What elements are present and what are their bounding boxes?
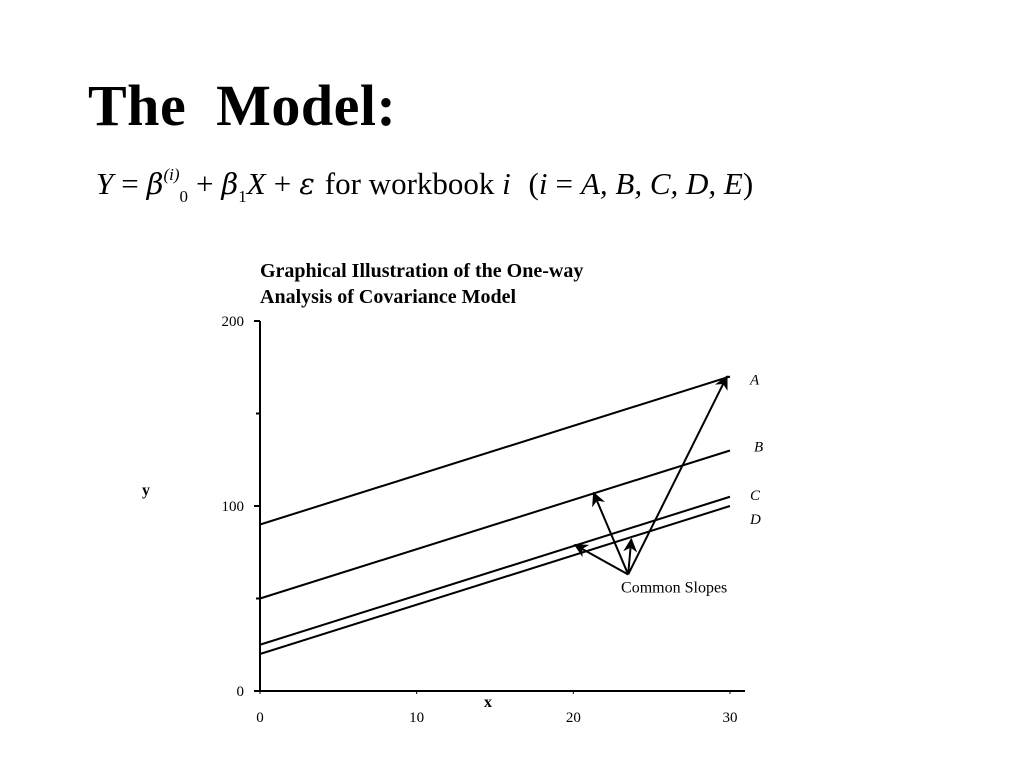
x-tick-label: 30: [722, 710, 738, 726]
chart-title-line-2: Analysis of Covariance Model: [260, 286, 517, 308]
formula-equals2: =: [555, 166, 573, 201]
annotation-label: Common Slopes: [621, 579, 728, 597]
x-tick-label: 20: [565, 710, 581, 726]
formula-plus1: +: [196, 166, 214, 201]
y-tick-label: 0: [236, 684, 244, 700]
chart-title-line-1: Graphical Illustration of the One-way: [260, 260, 584, 282]
formula-close-paren: ): [742, 166, 754, 201]
y-axis-label: y: [142, 482, 150, 499]
series-line-c: [260, 497, 730, 645]
y-tick-label: 100: [221, 499, 244, 515]
series-line-b: [260, 451, 730, 599]
x-axis-label: x: [484, 694, 492, 711]
formula-open-paren: (: [528, 166, 539, 201]
formula-text: for workbook: [324, 166, 495, 201]
annotation-arrow: [628, 377, 727, 575]
series-line-a: [260, 377, 730, 525]
formula-i2: i: [538, 166, 548, 201]
x-tick-label: 10: [409, 710, 425, 726]
slide-title: The Model:: [88, 73, 397, 138]
formula-sub-1: 1: [238, 187, 247, 206]
formula-epsilon: ε: [299, 167, 315, 201]
annotation-arrow: [594, 493, 628, 574]
formula-beta0: β: [146, 167, 164, 201]
formula-set: A, B, C, D, E: [580, 166, 743, 201]
formula-equals: =: [121, 166, 139, 201]
formula-beta1: β: [221, 167, 239, 201]
y-tick-label: 200: [221, 314, 244, 330]
formula-i: i: [502, 166, 511, 201]
formula-sub-0: 0: [179, 187, 189, 206]
series-label-c: C: [750, 487, 761, 504]
x-tick-label: 0: [256, 710, 264, 726]
series-label-d: D: [750, 512, 761, 528]
annotation-arrow: [575, 545, 628, 575]
series-label-b: B: [754, 439, 764, 456]
formula-sup-i: (i): [163, 165, 180, 184]
formula-plus2: +: [273, 166, 292, 201]
formula-y: Y: [96, 166, 114, 201]
formula-x: X: [246, 166, 266, 201]
series-label-a: A: [750, 372, 760, 389]
